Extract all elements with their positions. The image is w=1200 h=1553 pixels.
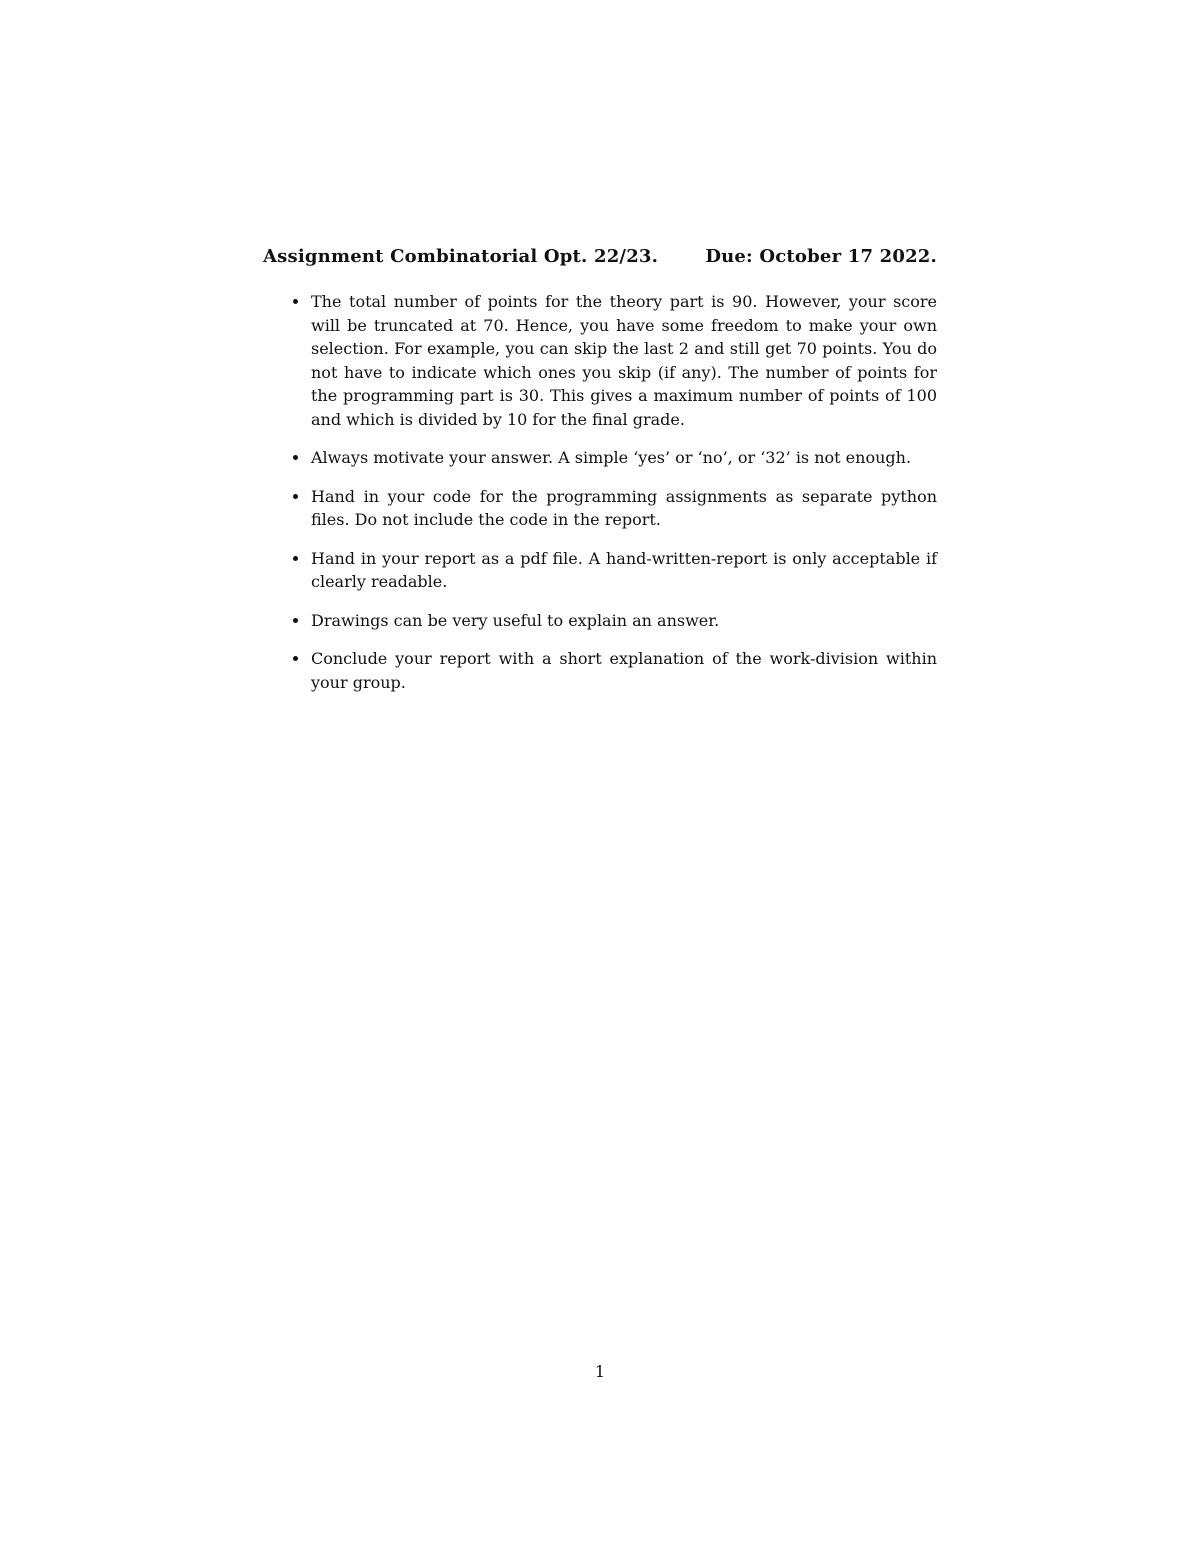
instruction-text: Hand in your report as a pdf file. A hand-written-report is only acceptable if clearly readable. — [311, 548, 937, 591]
instruction-text: Conclude your report with a short explanation of the work-division within your group. — [311, 649, 937, 692]
instruction-text: Hand in your code for the programming assignments as separate python files. Do not include the code in the report. — [311, 486, 937, 529]
instruction-item — [288, 446, 937, 470]
bullet-icon — [293, 299, 298, 304]
assignment-title: Assignment Combinatorial Opt. 22/23. — [263, 246, 659, 267]
bullet-icon — [293, 656, 298, 661]
bullet-icon — [293, 556, 298, 561]
instructions-list — [288, 290, 937, 709]
instruction-text: The total number of points for the theory part is 90. However, your score will be truncated at 70. Hence, you have some freedom to make your own selection. For example, you can skip the last 2 and still get 70 points. You do not have to indicate which ones you skip (if any). The number of points for the programming part is 30. This gives a maximum number of points of 100 and which is divided by 10 for the final grade. — [311, 292, 937, 429]
bullet-icon — [293, 618, 298, 623]
bullet-icon — [293, 455, 298, 460]
instruction-text: Drawings can be very useful to explain an answer. — [311, 610, 720, 630]
instruction-item — [288, 290, 937, 431]
instruction-item — [288, 609, 937, 633]
bullet-icon — [293, 494, 298, 499]
instruction-text: Always motivate your answer. A simple ‘yes’ or ‘no’, or ‘32’ is not enough. — [311, 448, 912, 467]
due-date: Due: October 17 2022. — [705, 246, 937, 267]
page-number: 1 — [594, 1362, 606, 1381]
instruction-item — [288, 485, 937, 532]
instruction-item — [288, 647, 937, 694]
instruction-item — [288, 547, 937, 594]
document-header — [263, 246, 937, 267]
